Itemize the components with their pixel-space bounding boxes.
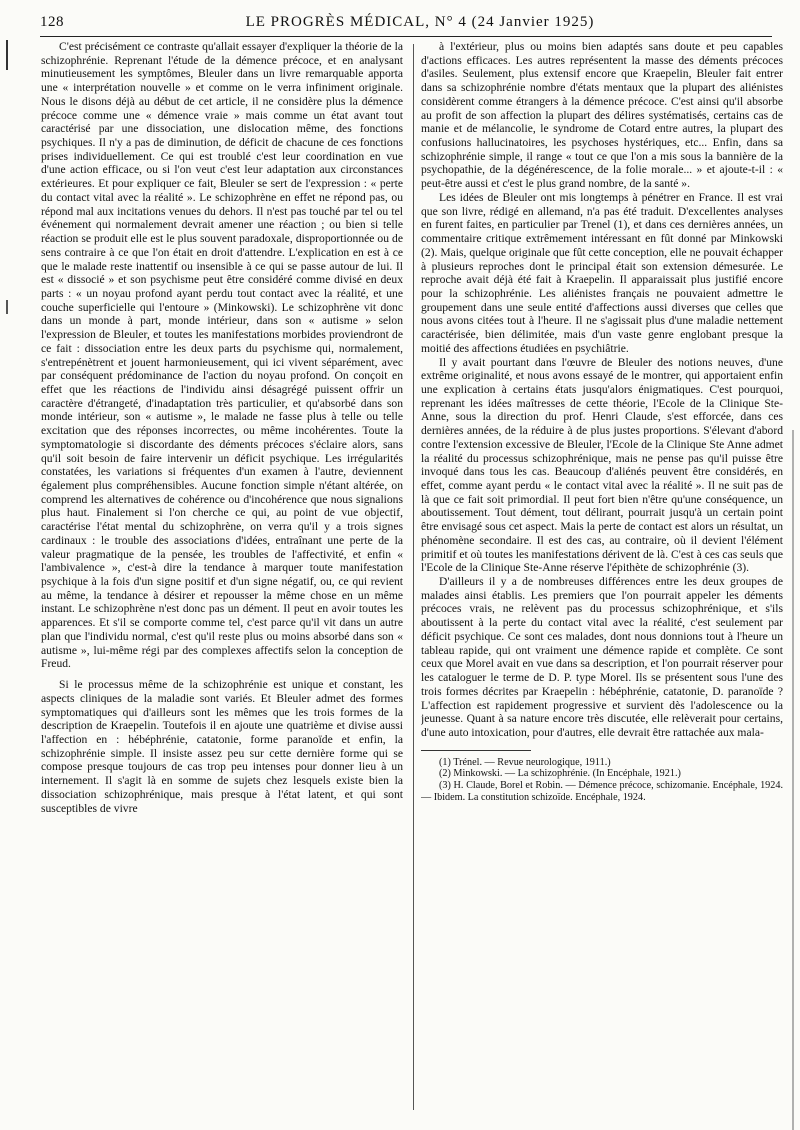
paragraph: D'ailleurs il y a de nombreuses différences entre les deux groupes de malades ainsi établis. Les premiers que l'on pourrait appeler les déments précoces vrais, ne relèvent pas du processus schizophrénique, et s'ils aboutissent à la perte du contact vital avec la réalité, c'est seulement par déficit psychique. Ce sont ces malades, dont nous donnions tout à l'heure un tableau rapide, qui ont vraiment une démence rapide et complète. Ce sont ceux que Morel avait en vue dans sa description, et l'on pourrait réserver pour les cataloguer le terme de D. P. type Morel. Ils se présentent sous l'une des trois formes décrites par Kraepelin : hébéphrénie, catatonie, D. paranoïde ? L'affection est rapidement progressive et survient dès l'adolescence ou la jeunesse. Quant à sa nature encore très discutée, elle relèverait pour certains, d'une auto intoxication, pour d'autres, elle devrait être rattachée aux mala-	[421, 575, 783, 739]
header-rule	[40, 36, 772, 37]
footnote: (3) H. Claude, Borel et Robin. — Démence précoce, schizomanie. Encéphale, 1924. — Ibidem. La constitution schizoïde. Encéphale, 1924.	[421, 780, 783, 804]
footnote-rule	[421, 750, 531, 751]
scan-edge-mark	[792, 430, 794, 1130]
footnote: (1) Trénel. — Revue neurologique, 1911.)	[439, 756, 611, 768]
journal-title: LE PROGRÈS MÉDICAL, N° 4 (24 Janvier 1925)	[245, 14, 595, 30]
paragraph: Si le processus même de la schizophrénie est unique et constant, les aspects cliniques de la maladie sont variés. Et Bleuler admet des formes symptomatiques qui d'ailleurs sont les mêmes que les trois formes de la description de Kraepelin. Toutefois il en ajoute une quatrième et divise aussi l'affection en : hébéphrénie, catatonie, forme paranoïde et enfin, la schizophrénie simple. Il insiste assez peu sur cette dernière forme qui se compose presque toujours de cas trop peu intenses pour donner lieu à un internement. Il s'agit là en somme de sujets chez lesquels existe bien la dissociation schizophrénique, mais presque à l'état latent, et qui sont susceptibles de vivre	[41, 678, 403, 815]
paragraph: C'est précisément ce contraste qu'allait essayer d'expliquer la théorie de la schizophrénie. Reprenant l'étude de la démence précoce, et en analysant minutieusement les symptômes, Bleuler dans un livre remarquable apporta une « interprétation nouvelle » et comme on le verra infiniment originale. Nous le disons déjà au début de cet article, il ne considère plus la démence précoce comme une « démence vraie » mais comme un état avant tout caractérisé par une dissociation, une dislocation même, des fonctions psychiques. Il n'y a pas de diminution, de déficit de chacune de ces fonctions prises individuellement. Ce qui est troublé c'est leur coordination en vue d'une action efficace, ou si l'on veut c'est leur adaptation aux circonstances extérieures. Et pour expliquer ce fait, Bleuler se sert de l'expression : « perte du contact vital avec la réalité ». Le schizophrène en effet ne répond pas, ou répond mal aux incitations venues du dehors. Il n'est pas touché par tel ou tel événement qui normalement devrait amener une réaction ; ou bien si telle réaction se produit elle est le plus souvent paradoxale, disproportionnée ou de sens contraire à ce que l'on était en droit d'attendre. L'explication en est à ce que le malade reste inattentif ou insensible à ce qui se passe autour de lui. Il est « dissocié » et son psychisme peut être considéré comme divisé en deux parts : « un noyau profond ayant perdu tout contact avec la réalité, et une couche superficielle qui l'entoure » (Minkowski). Le schizophrène vit donc dans un monde à part, monde intérieur, dans son « autisme » selon l'expression de Bleuler, et toutes les manifestations morbides proviendront de ce fait : dissociation entre les deux parts du psychisme qui, normalement, s'entrepénètrent et jouent harmonieusement, qui ici vivent séparément, avec par conséquent prédominance de l'action du noyau profond. On conçoit en effet que les réactions de l'individu ainsi désagrégé puissent offrir un caractère d'étrangeté, d'inadaptation très particulier, et qu'absorbé dans son monde intérieur, son « autisme », le malade ne fasse plus à telle ou telle excitation que des réponses incorrectes, ou même incohérentes. Toute la symptomatologie si discordante des déments précoces s'éclaire alors, sans qu'il soit besoin de faire intervenir un déficit psychique. Les irrégularités constatées, les variations si fréquentes d'un examen à l'autre, deviennent également plus compréhensibles. Aucune fonction simple n'étant altérée, on comprend les alternatives de cohérence ou d'incohérence que nous signalions plus haut. Finalement si l'on cherche ce qui, au point de vue objectif, caractérise l'état mental du schizophrène, on verra qu'il y a trois signes cardinaux : le trouble des associations d'idées, entraînant une perte de la valeur pragmatique de la pensée, les troubles de l'affectivité, et enfin « l'ambivalence », c'est-à dire la tendance à marquer toute manifestation psychique à la fois d'un signe positif et d'un signe négatif, ou, ce qui revient au même, la tendance à désirer et repousser la même chose en un même instant. Le schizophrène n'est donc pas un dément. Il peut en avoir toutes les apparences. Et s'il se comporte comme tel, c'est parce qu'il vit dans un autre plan que l'individu normal, c'est qu'il reste plus ou moins absorbé dans son « autisme », lui-même régi par des complexes affectifs selon la conception de Freud.	[41, 40, 403, 671]
page-header	[40, 10, 770, 34]
paragraph: Les idées de Bleuler ont mis longtemps à pénétrer en France. Il est vrai que son livre, rédigé en allemand, n'a pas été traduit. D'excellentes analyses en furent faites, en particulier par Trenel (1), et dans ces dernières années, un commentaire critique extrêmement intéressant en fût donné par Minkowski (2). Mais, quelque originale que fût cette conception, elle ne pouvait échapper à plusieurs reproches dont le principal était son extension démesurée. Le reproche avait déjà été fait à Kraepelin. Il apparaissait plus justifié encore pour la schizophrénie. Les aliénistes français ne pouvaient admettre le groupement dans une seule entité d'affections aussi diverses que celles que nous avons citées tout à l'heure. Il ne s'agissait plus d'une maladie nettement caractérisée, bien délimitée, mais d'un vaste genre englobant presque la moitié des affections étudiées en psychiâtrie.	[421, 190, 783, 355]
page-number: 128	[40, 14, 64, 30]
right-column	[421, 40, 783, 1120]
column-divider	[413, 44, 414, 1110]
scan-edge-mark	[6, 300, 8, 314]
footnote: (2) Minkowski. — La schizophrénie. (In Encéphale, 1921.)	[439, 768, 681, 780]
left-column	[41, 40, 403, 1120]
paragraph: Il y avait pourtant dans l'œuvre de Bleuler des notions neuves, d'une extrême originalité, et nous avons essayé de le montrer, qui apportaient enfin une explication à certains états jusqu'alors énigmatiques. C'est pourquoi, reprenant les idées maîtresses de cette théorie, l'Ecole de la Clinique Ste-Anne, sous la direction du prof. Henri Claude, s'est efforcée, dans ces dernières années, de la réduire à de plus justes proportions. S'élevant d'abord contre l'extension excessive de Bleuler, l'Ecole de la Clinique Ste Anne admet la réalité du processus schizophrénique, mais ne pense pas qu'il puisse être invoqué dans tous les cas. Beaucoup d'aliénés peuvent être considérés, en effet, comme ayant perdu « le contact vital avec la réalité ». Il ne suit pas de là que ce fait soit primordial. Il peut fort bien n'être qu'une conséquence, un aboutissement. Tout dément, tout délirant, pourrait jusqu'à un certain point être envisagé sous cet aspect. Mais la perte de contact est alors un résultat, un phénomène secondaire. Il est des cas, au contraire, où il devient l'élément primitif et où toutes les manifestations dérivent de là. C'est à ces cas seuls que l'Ecole de la Clinique Ste-Anne réserve l'épithète de schizophrénie (3).	[421, 355, 783, 575]
scan-edge-mark	[6, 40, 8, 70]
paragraph: à l'extérieur, plus ou moins bien adaptés sans doute et peu capables d'actions efficaces. Les autres représentent la masse des déments précoces d'asiles. Seulement, plus extensif encore que Kraepelin, Bleuler fait entrer dans sa schizophrénie nombre d'états mentaux que la plupart des aliénistes considèrent comme étrangers à la démence précoce. C'est ainsi qu'il absorbe au profit de son affection la plupart des délires systématisés, certains cas de manie et de mélancolie, le syndrome de Cotard entre autres, la plupart des confusions hallucinatoires, les psychoses hystériques, etc... Enfin, dans sa schizophrénie simple, il range « tout ce que l'on a mis sous la bannière de la psychopathie, de la dégénérescence, de la folie morale... » et ajoute-t-il : « peut-être aussi et c'est le plus grand nombre, de la santé ».	[421, 40, 783, 191]
